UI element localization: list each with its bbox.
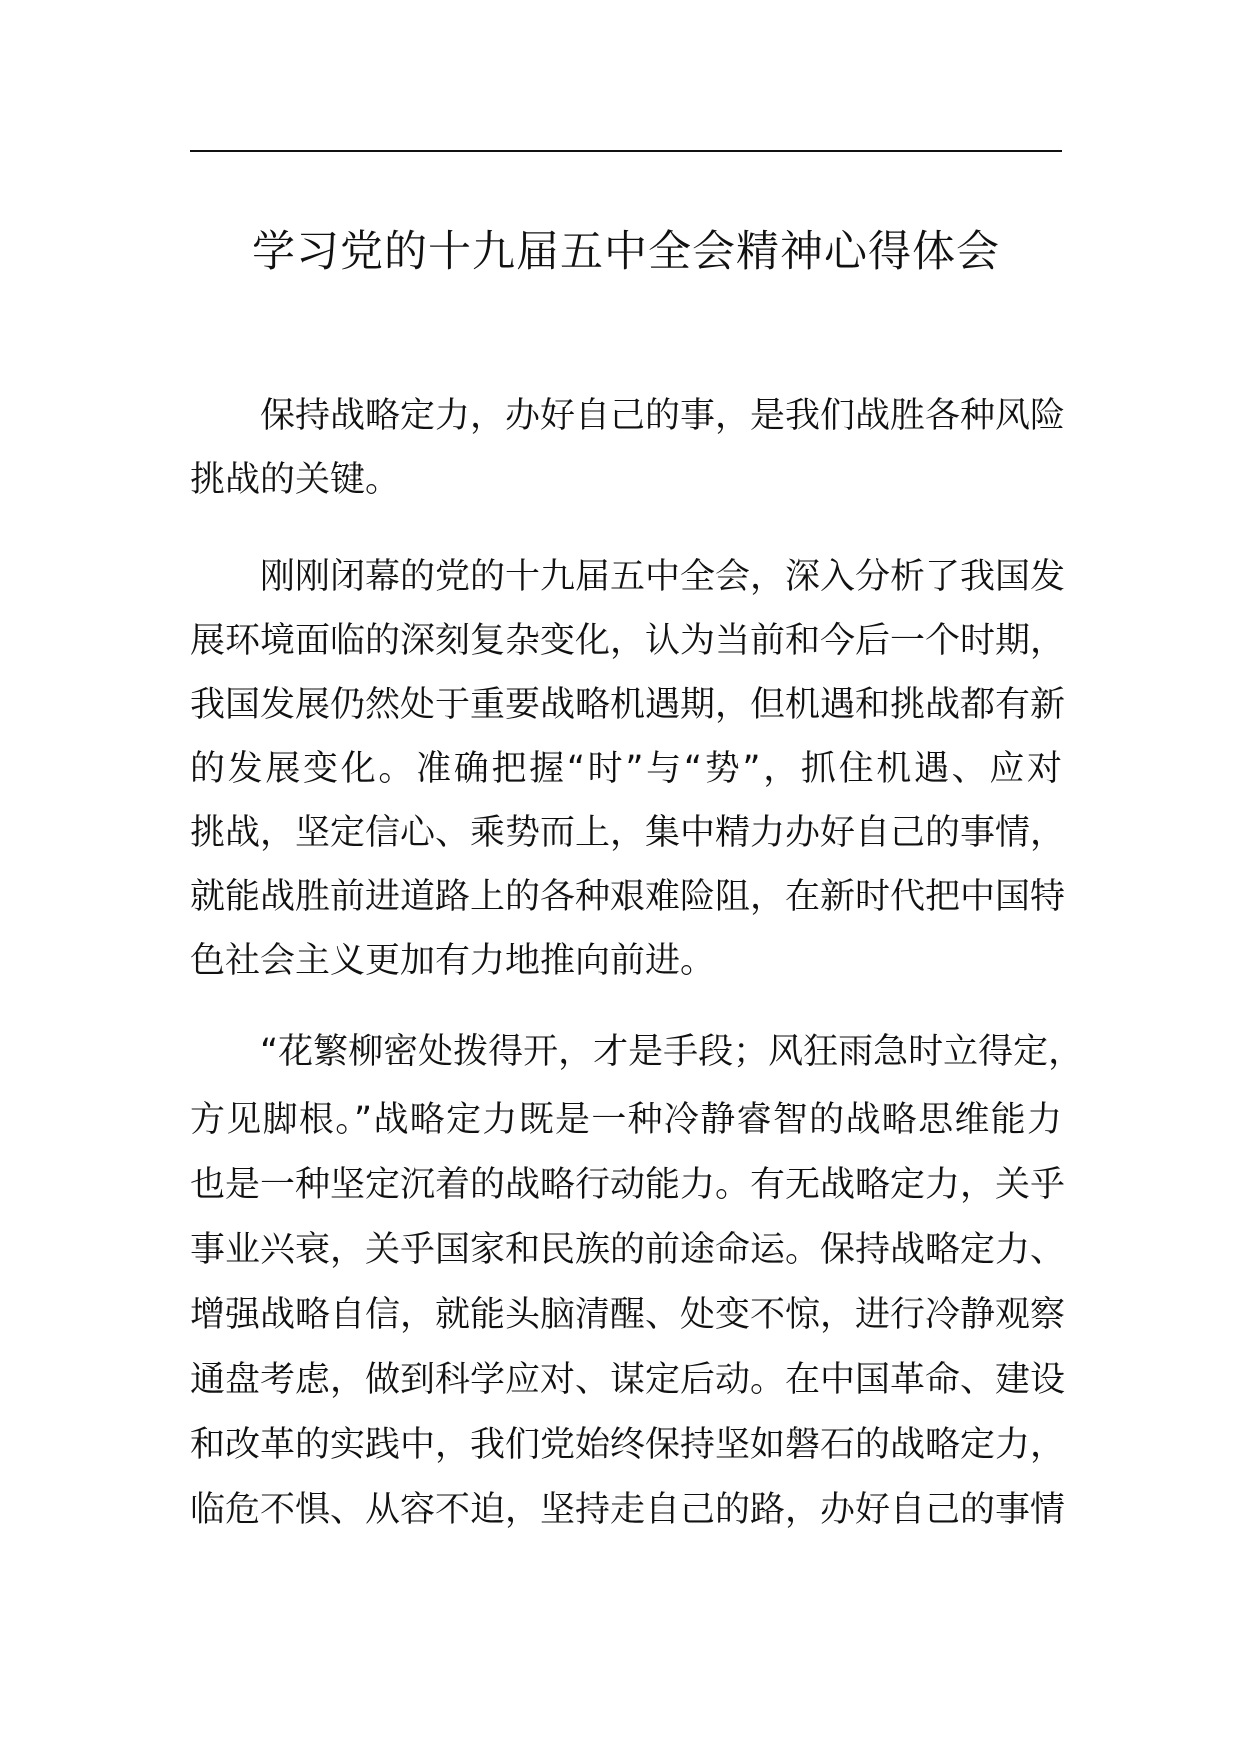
paragraph-line: 保持战略定力，办好自己的事，是我们战胜各种风险 bbox=[260, 396, 1066, 436]
paragraph-line: 事业兴衰，关乎国家和民族的前途命运。保持战略定力、 bbox=[190, 1230, 1066, 1270]
paragraph-3 bbox=[190, 1030, 1084, 1532]
paragraph-line: 我国发展仍然处于重要战略机遇期，但机遇和挑战都有新 bbox=[190, 685, 1066, 725]
paragraph-line: 方见脚根。”战略定力既是一种冷静睿智的战略思维能力 bbox=[190, 1100, 1062, 1140]
document-title: 学习党的十九届五中全会精神心得体会 bbox=[252, 227, 1000, 277]
paragraph-line: 也是一种坚定沉着的战略行动能力。有无战略定力，关乎 bbox=[190, 1165, 1066, 1205]
paragraph-line: 色社会主义更加有力地推向前进。 bbox=[190, 941, 716, 981]
paragraph-line: 就能战胜前进道路上的各种艰难险阻，在新时代把中国特 bbox=[190, 877, 1066, 917]
header-rule bbox=[190, 150, 1062, 152]
paragraph-line: “花繁柳密处拨得开，才是手段；风狂雨急时立得定， bbox=[260, 1032, 1084, 1072]
paragraph-line: 通盘考虑，做到科学应对、谋定后动。在中国革命、建设 bbox=[190, 1360, 1066, 1400]
paragraph-line: 刚刚闭幕的党的十九届五中全会，深入分析了我国发 bbox=[260, 557, 1066, 597]
paragraph-2 bbox=[190, 555, 1066, 983]
paragraph-line: 挑战的关键。 bbox=[190, 460, 401, 500]
paragraph-line: 挑战，坚定信心、乘势而上，集中精力办好自己的事情， bbox=[190, 813, 1066, 853]
paragraph-1 bbox=[190, 394, 1066, 502]
paragraph-line: 临危不惧、从容不迫，坚持走自己的路，办好自己的事情 bbox=[190, 1490, 1066, 1530]
paragraph-line: 的发展变化。准确把握“时”与“势”，抓住机遇、应对 bbox=[190, 749, 1062, 789]
paragraph-line: 增强战略自信，就能头脑清醒、处变不惊，进行冷静观察 bbox=[190, 1295, 1066, 1335]
paragraph-line: 和改革的实践中，我们党始终保持坚如磐石的战略定力， bbox=[190, 1425, 1066, 1465]
paragraph-line: 展环境面临的深刻复杂变化，认为当前和今后一个时期， bbox=[190, 621, 1066, 661]
